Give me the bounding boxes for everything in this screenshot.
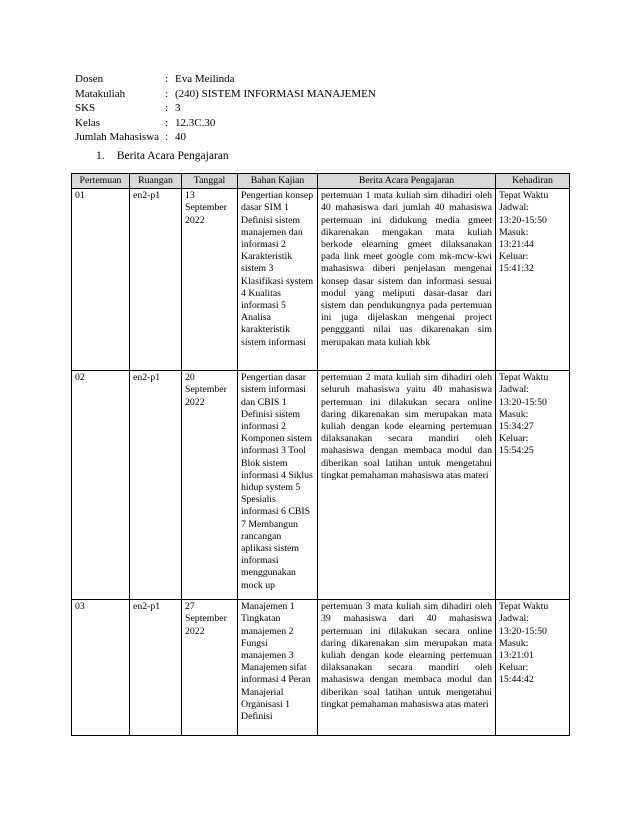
section-heading — [96, 150, 229, 162]
kelas-value: 12.3C.30 — [175, 116, 216, 129]
kehadiran-status: Tepat Waktu — [499, 190, 549, 202]
kehadiran-cell — [496, 189, 570, 371]
table-header-row — [72, 174, 570, 189]
keluar-label: Keluar: — [499, 251, 529, 263]
separator: : — [165, 102, 169, 115]
sks-value: 3 — [175, 102, 181, 115]
tanggal-year: 2022 — [185, 214, 205, 226]
keluar-label: Keluar: — [499, 433, 529, 445]
matakuliah-value: (240) SISTEM INFORMASI MANAJEMEN — [175, 87, 376, 100]
separator: : — [165, 131, 169, 144]
ruangan-cell: en2-p1 — [130, 371, 182, 600]
column-header-ruangan: Ruangan — [130, 174, 182, 189]
column-header-berita-acara: Berita Acara Pengajaran — [318, 174, 496, 189]
column-header-pertemuan: Pertemuan — [72, 174, 130, 189]
berita-acara-cell: pertemuan 2 mata kuliah sim dihadiri oleh seluruh mahasiswa yaitu 40 mahasiswa pertemuan ini dilakukan secara online daring dikarenakan sim merupakan mata kuliah dengan kode elearning pertemuan dilaksanakan secara mandiri oleh mahasiswa dengan membaca modul dan diberikan soal latihan untuk mengetahui tingkat pemahaman mahasiswa atas materi — [318, 371, 496, 600]
kehadiran-cell — [496, 371, 570, 600]
jadwal-label: Jadwal: — [499, 384, 529, 396]
masuk-value: 15:34:27 — [499, 421, 534, 433]
masuk-label: Masuk: — [499, 408, 529, 420]
kelas-label: Kelas — [75, 116, 101, 129]
column-header-tanggal: Tanggal — [182, 174, 238, 189]
berita-acara-cell: pertemuan 3 mata kuliah sim dihadiri oleh 39 mahasiswa dari 40 mahasiswa pertemuan ini dilakukan secara online daring dikarenakan sim merupakan mata kuliah dengan kode elearning pertemuan dilaksanakan secara mandiri oleh mahasiswa dengan membaca modul dan diberikan soal latihan untuk mengetahui tingkat pemahaman mahasiswa atas materi — [318, 600, 496, 736]
matakuliah-label: Matakuliah — [75, 87, 126, 100]
tanggal-day: 20 — [185, 372, 195, 384]
tanggal-year: 2022 — [185, 396, 205, 408]
masuk-label: Masuk: — [499, 226, 529, 238]
masuk-label: Masuk: — [499, 637, 529, 649]
tanggal-day: 13 — [185, 190, 195, 202]
keluar-value: 15:54:25 — [499, 445, 534, 457]
ruangan-cell: en2-p1 — [130, 189, 182, 371]
separator: : — [165, 87, 169, 100]
ruangan-cell: en2-p1 — [130, 600, 182, 736]
kehadiran-status: Tepat Waktu — [499, 372, 549, 384]
jadwal-label: Jadwal: — [499, 202, 529, 214]
table-row — [72, 600, 570, 736]
separator: : — [165, 73, 169, 85]
info-row-dosen — [75, 72, 376, 87]
tanggal-month: September — [185, 202, 227, 214]
keluar-value: 15:44:42 — [499, 674, 534, 686]
kehadiran-status: Tepat Waktu — [499, 601, 549, 613]
section-title-text: Berita Acara Pengajaran — [116, 150, 229, 162]
dosen-label: Dosen — [75, 73, 104, 85]
column-header-bahan-kajian: Bahan Kajian — [238, 174, 318, 189]
masuk-value: 13:21:44 — [499, 239, 534, 251]
pertemuan-cell: 03 — [72, 600, 130, 736]
bahan-kajian-cell: Manajemen 1 Tingkatan manajemen 2 Fungsi manajemen 3 Manajemen sifat informasi 4 Peran Manajerial Organisasi 1 Definisi — [238, 600, 318, 736]
jumlah-value: 40 — [175, 131, 186, 144]
info-row-sks — [75, 101, 376, 116]
jadwal-label: Jadwal: — [499, 613, 529, 625]
jumlah-label: Jumlah Mahasiswa — [75, 131, 160, 144]
info-row-jumlah — [75, 130, 376, 145]
tanggal-cell — [182, 371, 238, 600]
tanggal-month: September — [185, 613, 227, 625]
masuk-value: 13:21:01 — [499, 650, 534, 662]
separator: : — [165, 116, 169, 129]
table-row — [72, 189, 570, 371]
table-row — [72, 371, 570, 600]
keluar-value: 15:41:32 — [499, 263, 534, 275]
tanggal-cell — [182, 189, 238, 371]
keluar-label: Keluar: — [499, 662, 529, 674]
pertemuan-cell: 02 — [72, 371, 130, 600]
bahan-kajian-cell: Pengertian dasar sistem informasi dan CBIS 1 Definisi sistem informasi 2 Komponen sistem informasi 3 Tool Blok sistem informasi 4 Siklus hidup system 5 Spesialis informasi 6 CBIS 7 Membangun rancangan aplikasi sistem informasi menggunakan mock up — [238, 371, 318, 600]
attendance-table — [71, 173, 570, 736]
section-number: 1. — [96, 150, 105, 162]
info-row-matakuliah — [75, 87, 376, 102]
bahan-kajian-cell: Pengertian konsep dasar SIM 1 Definisi sistem manajemen dan informasi 2 Karakteristik sistem 3 Klasifikasi system 4 Kualitas informasi 5 Analisa karakteristik sistem informasi — [238, 189, 318, 371]
jadwal-value: 13:20-15:50 — [499, 625, 547, 637]
course-info — [75, 72, 376, 145]
tanggal-cell — [182, 600, 238, 736]
jadwal-value: 13:20-15:50 — [499, 214, 547, 226]
info-row-kelas — [75, 116, 376, 131]
tanggal-month: September — [185, 384, 227, 396]
tanggal-year: 2022 — [185, 625, 205, 637]
berita-acara-cell: pertemuan 1 mata kuliah sim dihadiri oleh 40 mahasiswa dari jumlah 40 mahasiswa pertemuan ini didukung media gmeet dikarenakan mengakan mata kuliah berkode elearning gmeet dilaksanakan pada link meet google com mk-mcw-kwi mahasiswa diberi penjelasan mengenai konsep dasar sistem dan informasi sesuai modul yang meliputi dasar-dasar dari sistem dan pendukungnya pada pertemuan ini juga dijelaskan mengenai project penggganti nilai uas dikarenakan sim merupakan mata kuliah kbk — [318, 189, 496, 371]
kehadiran-cell — [496, 600, 570, 736]
sks-label: SKS — [75, 102, 96, 115]
jadwal-value: 13:20-15:50 — [499, 396, 547, 408]
pertemuan-cell: 01 — [72, 189, 130, 371]
column-header-kehadiran: Kehadiran — [496, 174, 570, 189]
dosen-value: Eva Meilinda — [175, 73, 235, 85]
tanggal-day: 27 — [185, 601, 195, 613]
